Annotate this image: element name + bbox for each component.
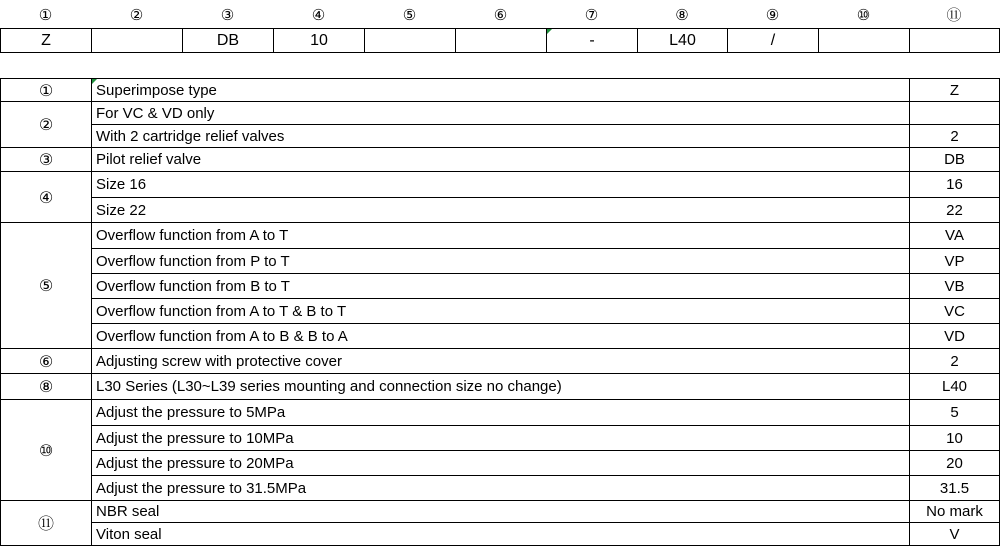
option-row: [1, 148, 1000, 172]
position-number-row: [0, 4, 999, 26]
option-row: [1, 79, 1000, 102]
model-code-row: [0, 28, 1000, 53]
option-description-text: Superimpose type: [96, 81, 217, 99]
option-row: [1, 324, 1000, 349]
option-number: ④: [1, 172, 92, 223]
option-code: V: [910, 523, 1000, 546]
option-code: L40: [910, 374, 1000, 400]
option-row: [1, 501, 1000, 523]
option-number: ⑥: [1, 349, 92, 374]
option-row: [1, 102, 1000, 125]
option-description: Adjust the pressure to 31.5MPa: [92, 476, 910, 501]
option-row: [1, 374, 1000, 400]
option-row: [1, 249, 1000, 274]
option-description: L30 Series (L30~L39 series mounting and connection size no change): [92, 374, 910, 400]
code-cell: DB: [183, 29, 274, 53]
option-code: DB: [910, 148, 1000, 172]
code-cell: [456, 29, 547, 53]
option-code: 10: [910, 426, 1000, 451]
option-description: Overflow function from A to T & B to T: [92, 299, 910, 324]
option-number: ⑪: [1, 501, 92, 546]
option-row: [1, 299, 1000, 324]
option-row: [1, 476, 1000, 501]
code-cell-text: -: [589, 31, 595, 49]
option-code: No mark: [910, 501, 1000, 523]
position-number: ②: [129, 6, 144, 24]
option-description: Viton seal: [92, 523, 910, 546]
options-table: [0, 78, 1000, 546]
option-number: ⑧: [1, 374, 92, 400]
option-code: [910, 102, 1000, 125]
option-number: ⑤: [1, 223, 92, 349]
code-cell: [547, 29, 638, 53]
option-code: Z: [910, 79, 1000, 102]
option-code: 2: [910, 349, 1000, 374]
code-cell: [365, 29, 456, 53]
position-number: ⑤: [402, 6, 417, 24]
position-number: ①: [38, 6, 53, 24]
code-cell: [92, 29, 183, 53]
option-code: VB: [910, 274, 1000, 299]
option-description: Adjust the pressure to 5MPa: [92, 400, 910, 426]
code-cell: L40: [638, 29, 728, 53]
option-row: [1, 172, 1000, 198]
option-row: [1, 223, 1000, 249]
option-description: Overflow function from A to T: [92, 223, 910, 249]
position-number: ⑪: [946, 6, 962, 24]
option-description: Adjust the pressure to 20MPa: [92, 451, 910, 476]
option-row: [1, 274, 1000, 299]
option-row: [1, 400, 1000, 426]
option-description: [92, 79, 910, 102]
option-row: [1, 198, 1000, 223]
error-indicator-icon: [92, 79, 97, 84]
option-code: 16: [910, 172, 1000, 198]
option-code: VP: [910, 249, 1000, 274]
option-number: ③: [1, 148, 92, 172]
option-description: NBR seal: [92, 501, 910, 523]
option-description: Overflow function from B to T: [92, 274, 910, 299]
position-number: ⑥: [493, 6, 508, 24]
option-code: 31.5: [910, 476, 1000, 501]
position-number: ④: [311, 6, 326, 24]
option-description: Size 22: [92, 198, 910, 223]
code-cell: [819, 29, 910, 53]
code-cell: Z: [1, 29, 92, 53]
option-code: 2: [910, 125, 1000, 148]
option-description: With 2 cartridge relief valves: [92, 125, 910, 148]
position-number: ⑨: [765, 6, 780, 24]
option-code: VA: [910, 223, 1000, 249]
option-number: ①: [1, 79, 92, 102]
option-code: VC: [910, 299, 1000, 324]
position-number: ⑦: [584, 6, 599, 24]
option-description: Overflow function from A to B & B to A: [92, 324, 910, 349]
option-code: VD: [910, 324, 1000, 349]
option-number: ②: [1, 102, 92, 148]
error-indicator-icon: [547, 29, 552, 34]
position-number: ③: [220, 6, 235, 24]
option-description: Pilot relief valve: [92, 148, 910, 172]
option-row: [1, 523, 1000, 546]
code-cell: /: [728, 29, 819, 53]
option-description: Adjust the pressure to 10MPa: [92, 426, 910, 451]
option-row: [1, 426, 1000, 451]
option-row: [1, 451, 1000, 476]
option-description: Overflow function from P to T: [92, 249, 910, 274]
option-description: For VC & VD only: [92, 102, 910, 125]
code-cell: [910, 29, 1000, 53]
position-number: ⑩: [856, 6, 871, 24]
option-row: [1, 349, 1000, 374]
option-description: Size 16: [92, 172, 910, 198]
option-number: ⑩: [1, 400, 92, 501]
option-code: 22: [910, 198, 1000, 223]
option-code: 20: [910, 451, 1000, 476]
option-row: [1, 125, 1000, 148]
code-cell: 10: [274, 29, 365, 53]
option-code: 5: [910, 400, 1000, 426]
option-description: Adjusting screw with protective cover: [92, 349, 910, 374]
position-number: ⑧: [675, 6, 689, 24]
